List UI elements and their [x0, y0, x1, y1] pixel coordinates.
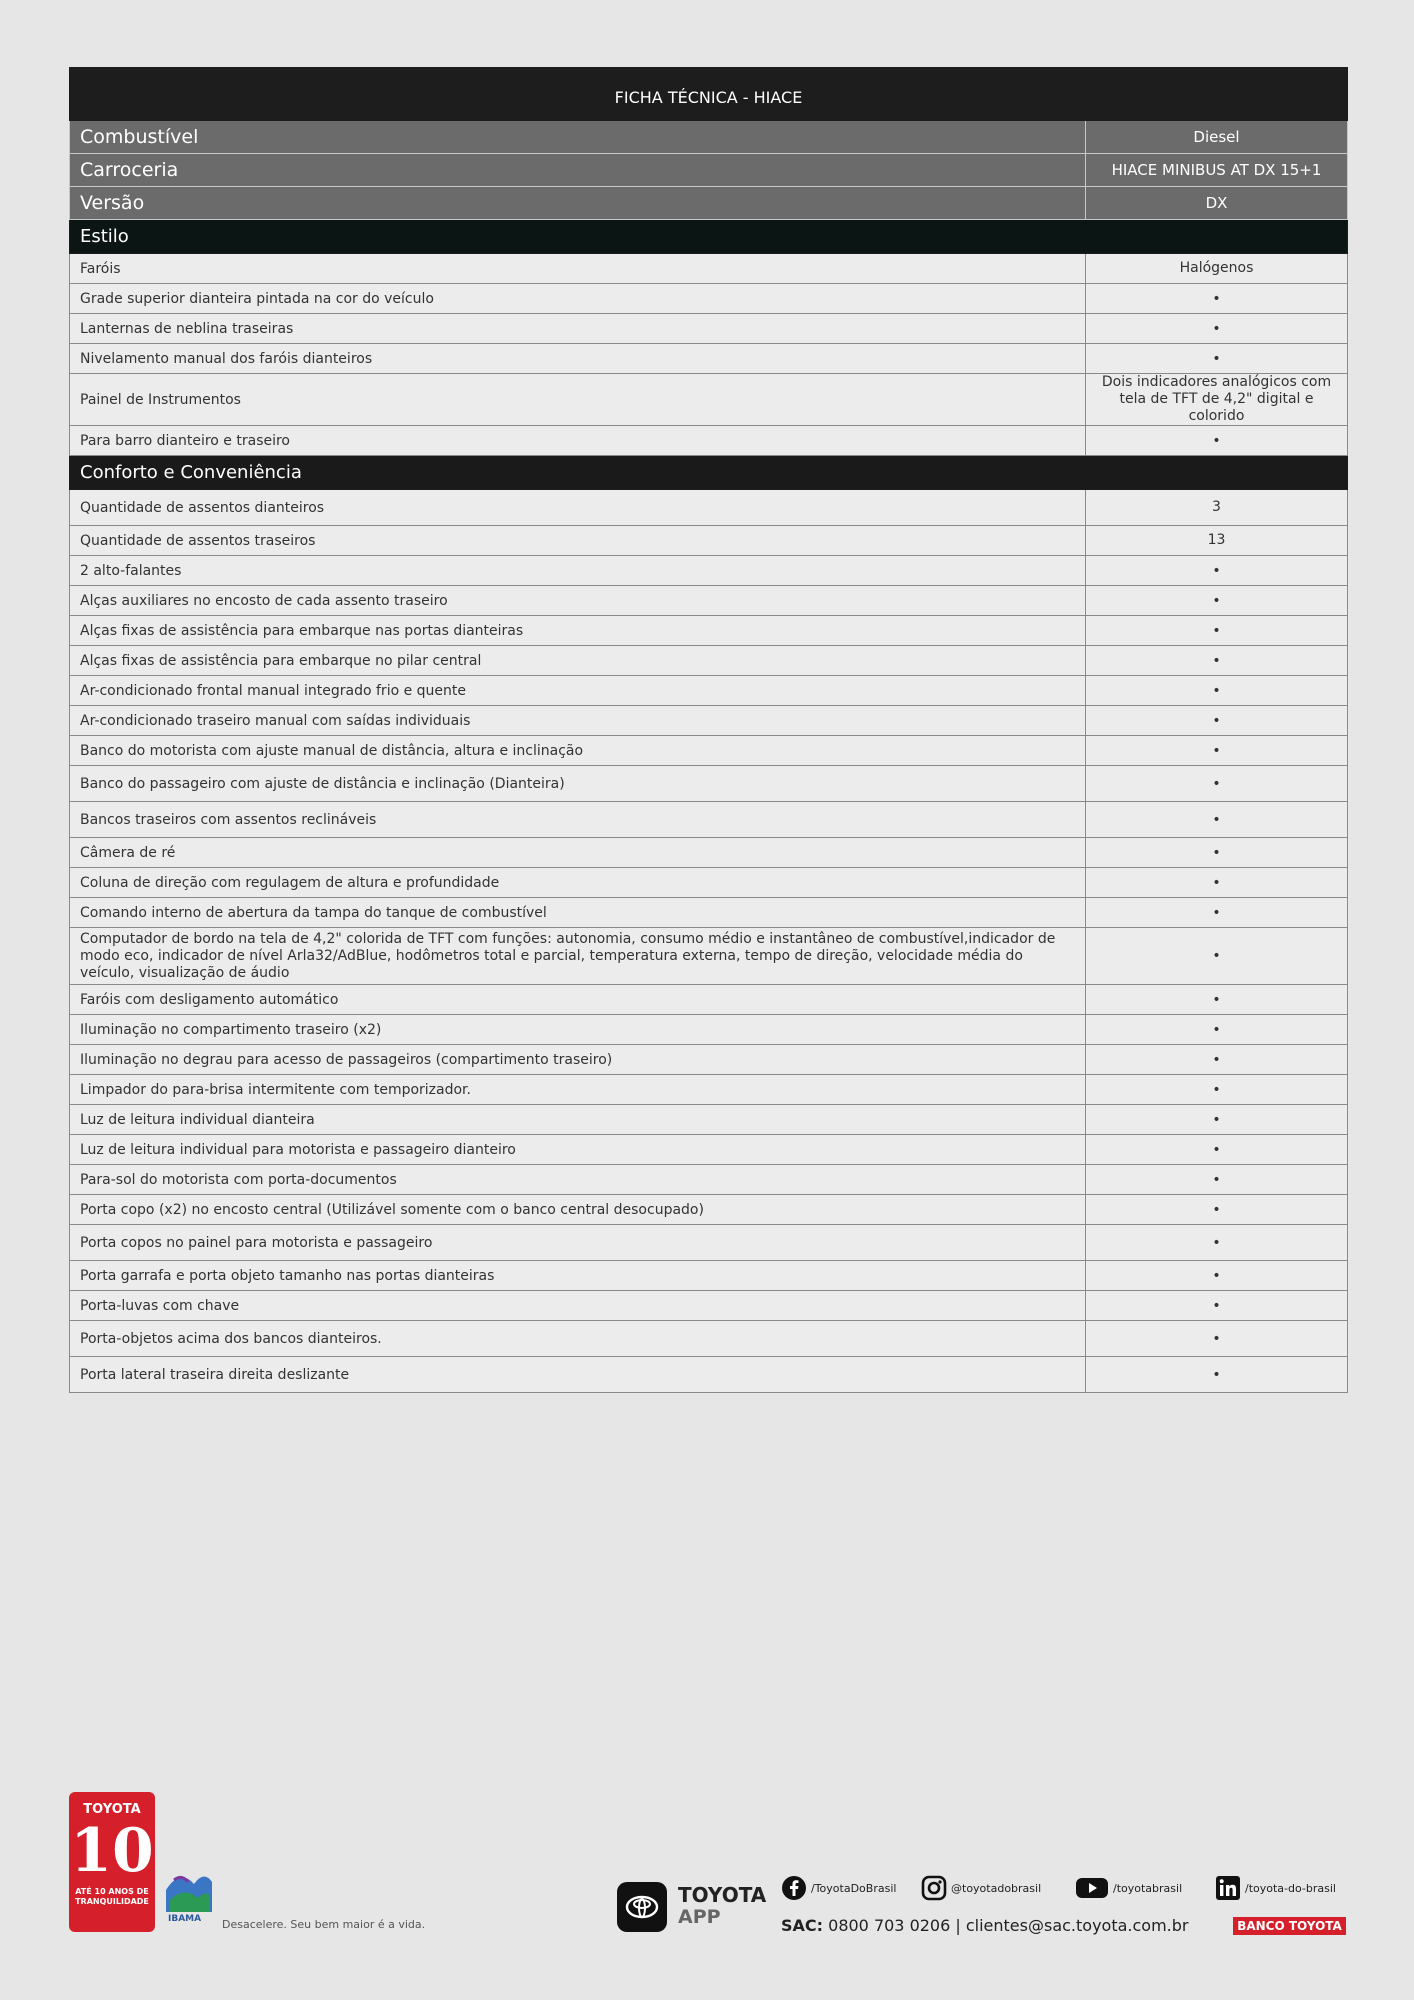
table-row — [70, 1195, 1348, 1225]
feature-included-mark: • — [1086, 1225, 1348, 1261]
table-row — [70, 490, 1348, 526]
toyota-emblem-icon — [617, 1882, 667, 1932]
table-row — [70, 706, 1348, 736]
feature-included-mark: • — [1086, 766, 1348, 802]
feature-label: Lanternas de neblina traseiras — [70, 314, 1086, 344]
feature-label: Luz de leitura individual dianteira — [70, 1105, 1086, 1135]
feature-included-mark: • — [1086, 736, 1348, 766]
table-row — [70, 616, 1348, 646]
facebook-link[interactable] — [781, 1874, 896, 1902]
feature-included-mark: • — [1086, 928, 1348, 985]
instagram-link[interactable] — [921, 1874, 1041, 1902]
toyota-10-anos-logo — [69, 1792, 155, 1932]
main-spec-row — [70, 121, 1348, 154]
feature-included-mark: • — [1086, 426, 1348, 456]
feature-included-mark: • — [1086, 616, 1348, 646]
ibama-logo — [160, 1860, 216, 1930]
feature-included-mark: • — [1086, 284, 1348, 314]
toyota10-number: 10 — [70, 1816, 154, 1886]
feature-included-mark: • — [1086, 1135, 1348, 1165]
feature-label: Alças fixas de assistência para embarque nas portas dianteiras — [70, 616, 1086, 646]
feature-label: Porta copos no painel para motorista e passageiro — [70, 1225, 1086, 1261]
feature-label: Alças auxiliares no encosto de cada assento traseiro — [70, 586, 1086, 616]
feature-label: Comando interno de abertura da tampa do tanque de combustível — [70, 898, 1086, 928]
main-spec-label: Carroceria — [70, 154, 1086, 187]
feature-label: Painel de Instrumentos — [70, 374, 1086, 426]
feature-included-mark: • — [1086, 1261, 1348, 1291]
table-title-row — [70, 68, 1348, 121]
feature-label: Luz de leitura individual para motorista e passageiro dianteiro — [70, 1135, 1086, 1165]
sac-contact — [781, 1916, 1188, 1935]
feature-included-mark: • — [1086, 1357, 1348, 1393]
linkedin-link[interactable] — [1215, 1874, 1336, 1902]
feature-label: Porta garrafa e porta objeto tamanho nas portas dianteiras — [70, 1261, 1086, 1291]
feature-value: 3 — [1086, 490, 1348, 526]
main-spec-value: DX — [1086, 187, 1348, 220]
feature-label: Quantidade de assentos traseiros — [70, 526, 1086, 556]
spec-sheet — [69, 67, 1347, 1393]
main-spec-label: Versão — [70, 187, 1086, 220]
table-row — [70, 985, 1348, 1015]
feature-value: Dois indicadores analógicos com tela de TFT de 4,2" digital e colorido — [1086, 374, 1348, 426]
feature-included-mark: • — [1086, 1075, 1348, 1105]
feature-included-mark: • — [1086, 1321, 1348, 1357]
table-row — [70, 426, 1348, 456]
feature-included-mark: • — [1086, 802, 1348, 838]
main-spec-row — [70, 187, 1348, 220]
feature-included-mark: • — [1086, 1045, 1348, 1075]
feature-label: Alças fixas de assistência para embarque no pilar central — [70, 646, 1086, 676]
spec-table — [69, 67, 1348, 1393]
feature-label: Ar-condicionado frontal manual integrado frio e quente — [70, 676, 1086, 706]
feature-label: Banco do motorista com ajuste manual de distância, altura e inclinação — [70, 736, 1086, 766]
feature-included-mark: • — [1086, 586, 1348, 616]
feature-included-mark: • — [1086, 985, 1348, 1015]
table-row — [70, 1321, 1348, 1357]
table-row — [70, 254, 1348, 284]
feature-label: Nivelamento manual dos faróis dianteiros — [70, 344, 1086, 374]
table-row — [70, 868, 1348, 898]
table-row — [70, 898, 1348, 928]
linkedin-handle: /toyota-do-brasil — [1245, 1881, 1336, 1895]
feature-label: Bancos traseiros com assentos reclináveis — [70, 802, 1086, 838]
main-spec-row — [70, 154, 1348, 187]
linkedin-icon — [1215, 1875, 1241, 1901]
feature-included-mark: • — [1086, 1195, 1348, 1225]
main-spec-value: Diesel — [1086, 121, 1348, 154]
toyota-app-line1: TOYOTA — [678, 1883, 767, 1907]
slogan: Desacelere. Seu bem maior é a vida. — [222, 1918, 426, 1931]
sac-label: SAC: — [781, 1916, 824, 1935]
table-row — [70, 374, 1348, 426]
feature-label: Câmera de ré — [70, 838, 1086, 868]
table-row — [70, 1261, 1348, 1291]
feature-included-mark: • — [1086, 646, 1348, 676]
toyota-app-line2: APP — [678, 1906, 721, 1928]
main-spec-label: Combustível — [70, 121, 1086, 154]
feature-label: Quantidade de assentos dianteiros — [70, 490, 1086, 526]
feature-label: Computador de bordo na tela de 4,2" colorida de TFT com funções: autonomia, consumo médio e instantâneo de combustível,indicador de modo eco, indicador de nível Arla32/AdBlue, hodômetros total e parcial, temperatura externa, tempo de direção, velocidade média do veículo, visualização de áudio — [70, 928, 1086, 985]
feature-included-mark: • — [1086, 1291, 1348, 1321]
feature-label: 2 alto-falantes — [70, 556, 1086, 586]
table-row — [70, 1135, 1348, 1165]
section-header-conforto — [70, 456, 1348, 490]
banco-toyota-logo: BANCO TOYOTA — [1233, 1917, 1346, 1935]
feature-label: Porta copo (x2) no encosto central (Utilizável somente com o banco central desocupado) — [70, 1195, 1086, 1225]
feature-value: Halógenos — [1086, 254, 1348, 284]
feature-label: Iluminação no compartimento traseiro (x2) — [70, 1015, 1086, 1045]
section-title: Estilo — [70, 220, 1348, 254]
feature-included-mark: • — [1086, 676, 1348, 706]
feature-included-mark: • — [1086, 1165, 1348, 1195]
feature-label: Banco do passageiro com ajuste de distância e inclinação (Dianteira) — [70, 766, 1086, 802]
section-title: Conforto e Conveniência — [70, 456, 1348, 490]
table-row — [70, 676, 1348, 706]
feature-included-mark: • — [1086, 314, 1348, 344]
table-row — [70, 556, 1348, 586]
table-row — [70, 838, 1348, 868]
feature-label: Faróis com desligamento automático — [70, 985, 1086, 1015]
facebook-icon — [781, 1875, 807, 1901]
table-row — [70, 1015, 1348, 1045]
youtube-handle: /toyotabrasil — [1113, 1881, 1183, 1895]
table-row — [70, 1225, 1348, 1261]
feature-label: Para barro dianteiro e traseiro — [70, 426, 1086, 456]
feature-label: Iluminação no degrau para acesso de passageiros (compartimento traseiro) — [70, 1045, 1086, 1075]
toyota10-brand: TOYOTA — [83, 1802, 141, 1817]
feature-included-mark: • — [1086, 838, 1348, 868]
feature-label: Grade superior dianteira pintada na cor do veículo — [70, 284, 1086, 314]
section-header-estilo — [70, 220, 1348, 254]
feature-label: Porta-luvas com chave — [70, 1291, 1086, 1321]
feature-label: Coluna de direção com regulagem de altura e profundidade — [70, 868, 1086, 898]
table-row — [70, 586, 1348, 616]
main-spec-value: HIACE MINIBUS AT DX 15+1 — [1086, 154, 1348, 187]
table-row — [70, 284, 1348, 314]
table-row — [70, 646, 1348, 676]
toyota10-sub: ATÉ 10 ANOS DE TRANQUILIDADE — [75, 1887, 149, 1906]
feature-included-mark: • — [1086, 706, 1348, 736]
table-row — [70, 1165, 1348, 1195]
feature-included-mark: • — [1086, 344, 1348, 374]
feature-label: Limpador do para-brisa intermitente com temporizador. — [70, 1075, 1086, 1105]
toyota-app-icon[interactable] — [617, 1882, 667, 1932]
feature-label: Porta lateral traseira direita deslizante — [70, 1357, 1086, 1393]
table-row — [70, 526, 1348, 556]
table-title: FICHA TÉCNICA - HIACE — [70, 68, 1348, 121]
footer — [0, 1780, 1414, 2000]
feature-included-mark: • — [1086, 898, 1348, 928]
instagram-icon — [921, 1875, 947, 1901]
youtube-link[interactable] — [1075, 1874, 1182, 1902]
feature-label: Para-sol do motorista com porta-documentos — [70, 1165, 1086, 1195]
feature-included-mark: • — [1086, 556, 1348, 586]
table-row — [70, 928, 1348, 985]
table-row — [70, 1105, 1348, 1135]
table-row — [70, 1357, 1348, 1393]
table-row — [70, 766, 1348, 802]
instagram-handle: @toyotadobrasil — [951, 1881, 1042, 1895]
table-row — [70, 802, 1348, 838]
feature-value: 13 — [1086, 526, 1348, 556]
feature-label: Porta-objetos acima dos bancos dianteiros. — [70, 1321, 1086, 1357]
feature-included-mark: • — [1086, 868, 1348, 898]
sac-text[interactable]: 0800 703 0206 | clientes@sac.toyota.com.br — [828, 1916, 1189, 1935]
feature-label: Faróis — [70, 254, 1086, 284]
feature-included-mark: • — [1086, 1015, 1348, 1045]
table-row — [70, 1291, 1348, 1321]
toyota-app-label[interactable] — [678, 1884, 766, 1928]
youtube-icon — [1075, 1875, 1109, 1901]
table-row — [70, 1075, 1348, 1105]
feature-included-mark: • — [1086, 1105, 1348, 1135]
facebook-handle: /ToyotaDoBrasil — [811, 1881, 897, 1895]
table-row — [70, 736, 1348, 766]
ibama-label: IBAMA — [168, 1914, 202, 1924]
feature-label: Ar-condicionado traseiro manual com saídas individuais — [70, 706, 1086, 736]
table-row — [70, 344, 1348, 374]
table-row — [70, 1045, 1348, 1075]
table-row — [70, 314, 1348, 344]
